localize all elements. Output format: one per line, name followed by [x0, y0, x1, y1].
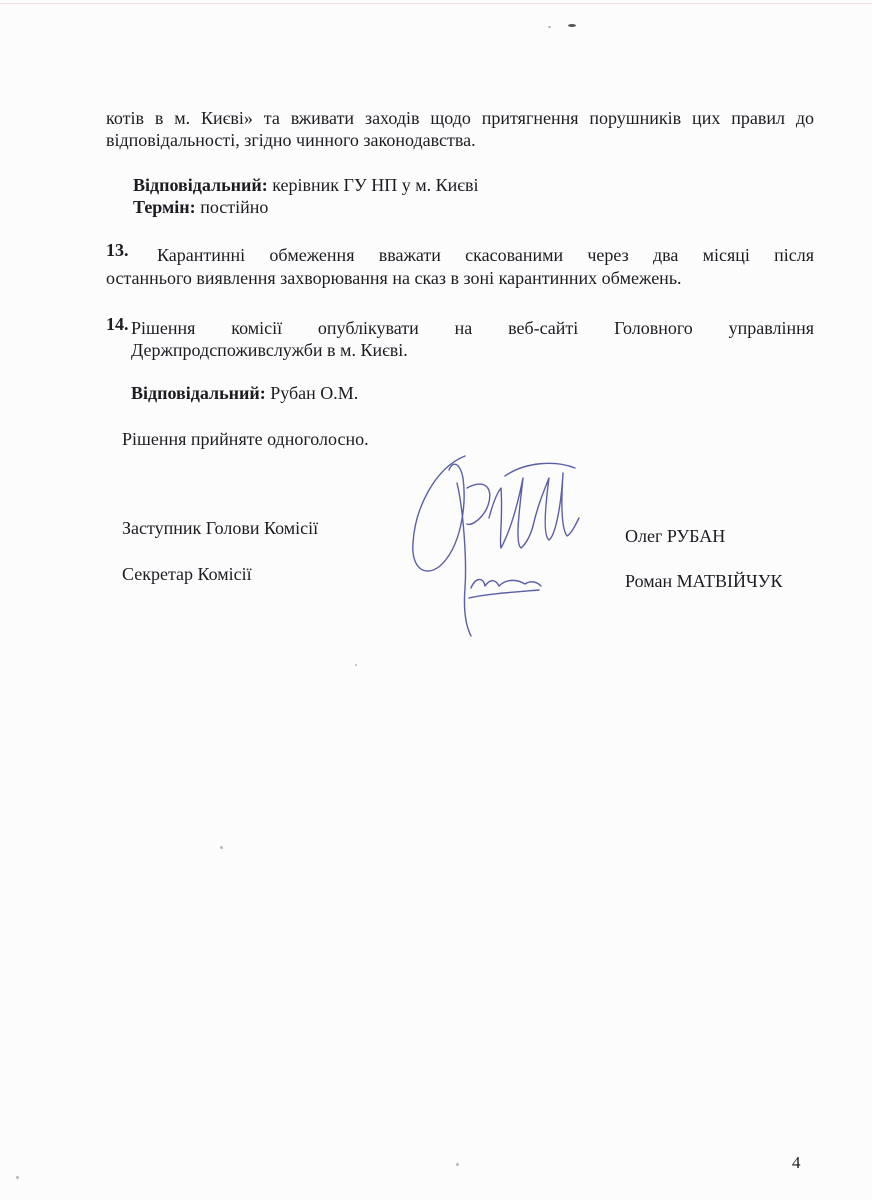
scan-speck — [456, 1163, 459, 1166]
item-14-line: Рішення комісії опублікувати на веб-сайті Головного управління — [131, 318, 814, 338]
responsible-label: Відповідальний: — [131, 383, 266, 403]
item-14-number: 14. — [106, 314, 129, 334]
item-14-line: Держпродспоживслужби в м. Києві. — [131, 340, 408, 360]
scan-speck — [16, 1176, 19, 1179]
secretary-name: Роман МАТВІЙЧУК — [625, 571, 783, 591]
scan-speck — [355, 664, 357, 666]
item-13-line: Карантинні обмеження вважати скасованими через два місяці після — [157, 245, 814, 265]
paragraph-line: котів в м. Києві» та вживати заходів щодо притягнення порушників цих правил до — [106, 108, 814, 128]
responsible-line — [133, 173, 478, 197]
term-label: Термін: — [133, 197, 196, 217]
scan-edge-line — [0, 3, 872, 4]
responsible-line — [131, 381, 358, 405]
handwritten-signature — [405, 448, 595, 643]
paragraph-line: відповідальності, згідно чинного законодавства. — [106, 130, 476, 150]
deputy-name: Олег РУБАН — [625, 526, 726, 546]
deputy-title: Заступник Голови Комісії — [122, 518, 319, 538]
item-13-line: останнього виявлення захворювання на сказ в зоні карантинних обмежень. — [106, 268, 682, 288]
scan-speck — [548, 26, 551, 28]
scan-speck — [568, 24, 576, 27]
page-number: 4 — [792, 1153, 801, 1172]
responsible-label: Відповідальний: — [133, 175, 268, 195]
scan-speck — [220, 846, 223, 849]
secretary-title: Секретар Комісії — [122, 564, 252, 584]
decision-text: Рішення прийняте одноголосно. — [122, 429, 369, 449]
item-13-number: 13. — [106, 240, 129, 260]
responsible-value: Рубан О.М. — [265, 383, 359, 403]
responsible-value: керівник ГУ НП у м. Києві — [267, 175, 479, 195]
term-line — [133, 195, 268, 219]
term-value: постійно — [195, 197, 269, 217]
